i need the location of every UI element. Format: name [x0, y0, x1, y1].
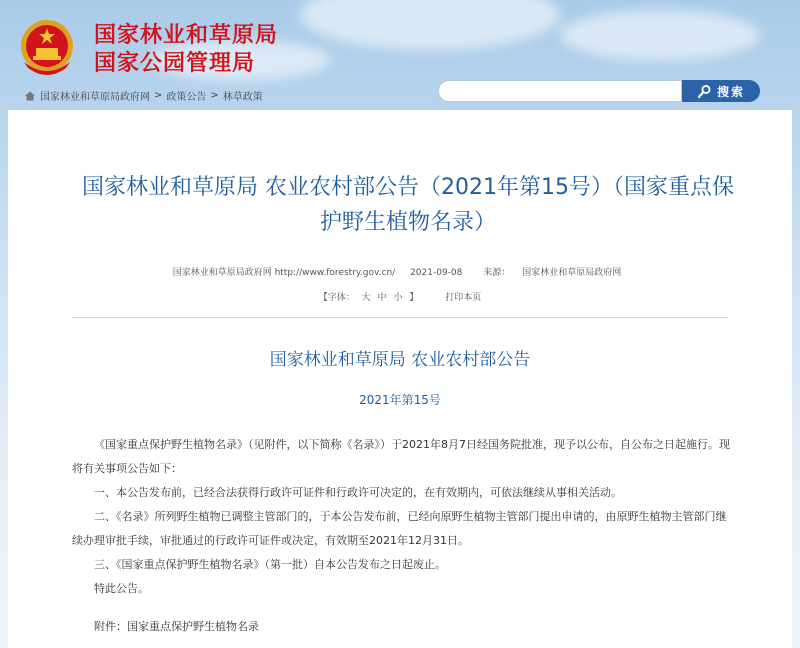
- paragraph: 二、《名录》所列野生植物已调整主管部门的，于本公告发布前，已经向原野生植物主管部门提出申请的，由原野生植物主管部门继续办理审批手续，审批通过的行政许可证件或决定，有效期至2021年12月31日。: [72, 510, 727, 547]
- font-size-small-link[interactable]: 小: [393, 293, 403, 303]
- article-meta: [8, 265, 792, 278]
- site-name-line2: 国家公园管理局: [94, 51, 256, 76]
- paragraph: 一、本公告发布前，已经合法获得行政许可证件和行政许可决定的，在有效期内，可依法继续从事相关活动。: [94, 486, 622, 499]
- announcement-issue-number: 2021年第15号: [359, 393, 441, 407]
- site-header: [0, 0, 800, 110]
- print-page-link[interactable]: 打印本页: [445, 293, 482, 303]
- breadcrumb-forestry-policy[interactable]: 林草政策: [222, 92, 263, 103]
- paragraph: 《国家重点保护野生植物名录》（见附件，以下简称《名录》）于2021年8月7日经国务院批准，现予以公布，自公布之日起施行。现将有关事项公告如下：: [72, 438, 730, 475]
- paragraph: 三、《国家重点保护野生植物名录》（第一批）自本公告发布之日起废止。: [94, 558, 446, 571]
- breadcrumb-home[interactable]: 国家林业和草原局政府网: [40, 92, 150, 103]
- breadcrumb-separator: >: [210, 90, 219, 101]
- paragraph: 特此公告。: [94, 582, 149, 595]
- search-input[interactable]: [438, 80, 682, 102]
- article-body: [72, 433, 732, 601]
- search-icon: [697, 83, 713, 99]
- article-title: 国家林业和草原局 农业农村部公告（2021年第15号）（国家重点保护野生植物名录）: [82, 175, 734, 235]
- divider: [72, 317, 728, 318]
- breadcrumb-policy-notice[interactable]: 政策公告: [166, 92, 207, 103]
- search-button-label: 搜索: [716, 84, 745, 99]
- font-size-large-link[interactable]: 大: [361, 293, 371, 303]
- meta-source-name: 国家林业和草原局政府网: [522, 268, 622, 278]
- attachment-link[interactable]: 附件：国家重点保护野生植物名录: [94, 620, 259, 633]
- site-name-line1: 国家林业和草原局: [94, 23, 279, 48]
- home-icon[interactable]: [24, 90, 36, 102]
- search-bar: [438, 80, 760, 102]
- article-panel: [8, 110, 792, 648]
- national-emblem-icon: [18, 18, 76, 78]
- font-size-close: 】: [409, 293, 419, 303]
- meta-source-label: 来源：: [483, 268, 511, 278]
- breadcrumb-separator: >: [154, 90, 163, 101]
- search-button[interactable]: [682, 80, 760, 102]
- meta-source-site: 国家林业和草原局政府网 http://www.forestry.gov.cn/: [172, 268, 396, 278]
- meta-date: 2021-09-08: [410, 268, 463, 278]
- meta-source: [477, 268, 627, 278]
- site-name[interactable]: [94, 22, 278, 78]
- breadcrumb: [24, 88, 263, 103]
- font-size-label: 【字体：: [318, 293, 355, 303]
- font-size-medium-link[interactable]: 中: [377, 293, 387, 303]
- article-tools: [8, 290, 792, 303]
- announcement-heading: 国家林业和草原局 农业农村部公告: [269, 350, 531, 370]
